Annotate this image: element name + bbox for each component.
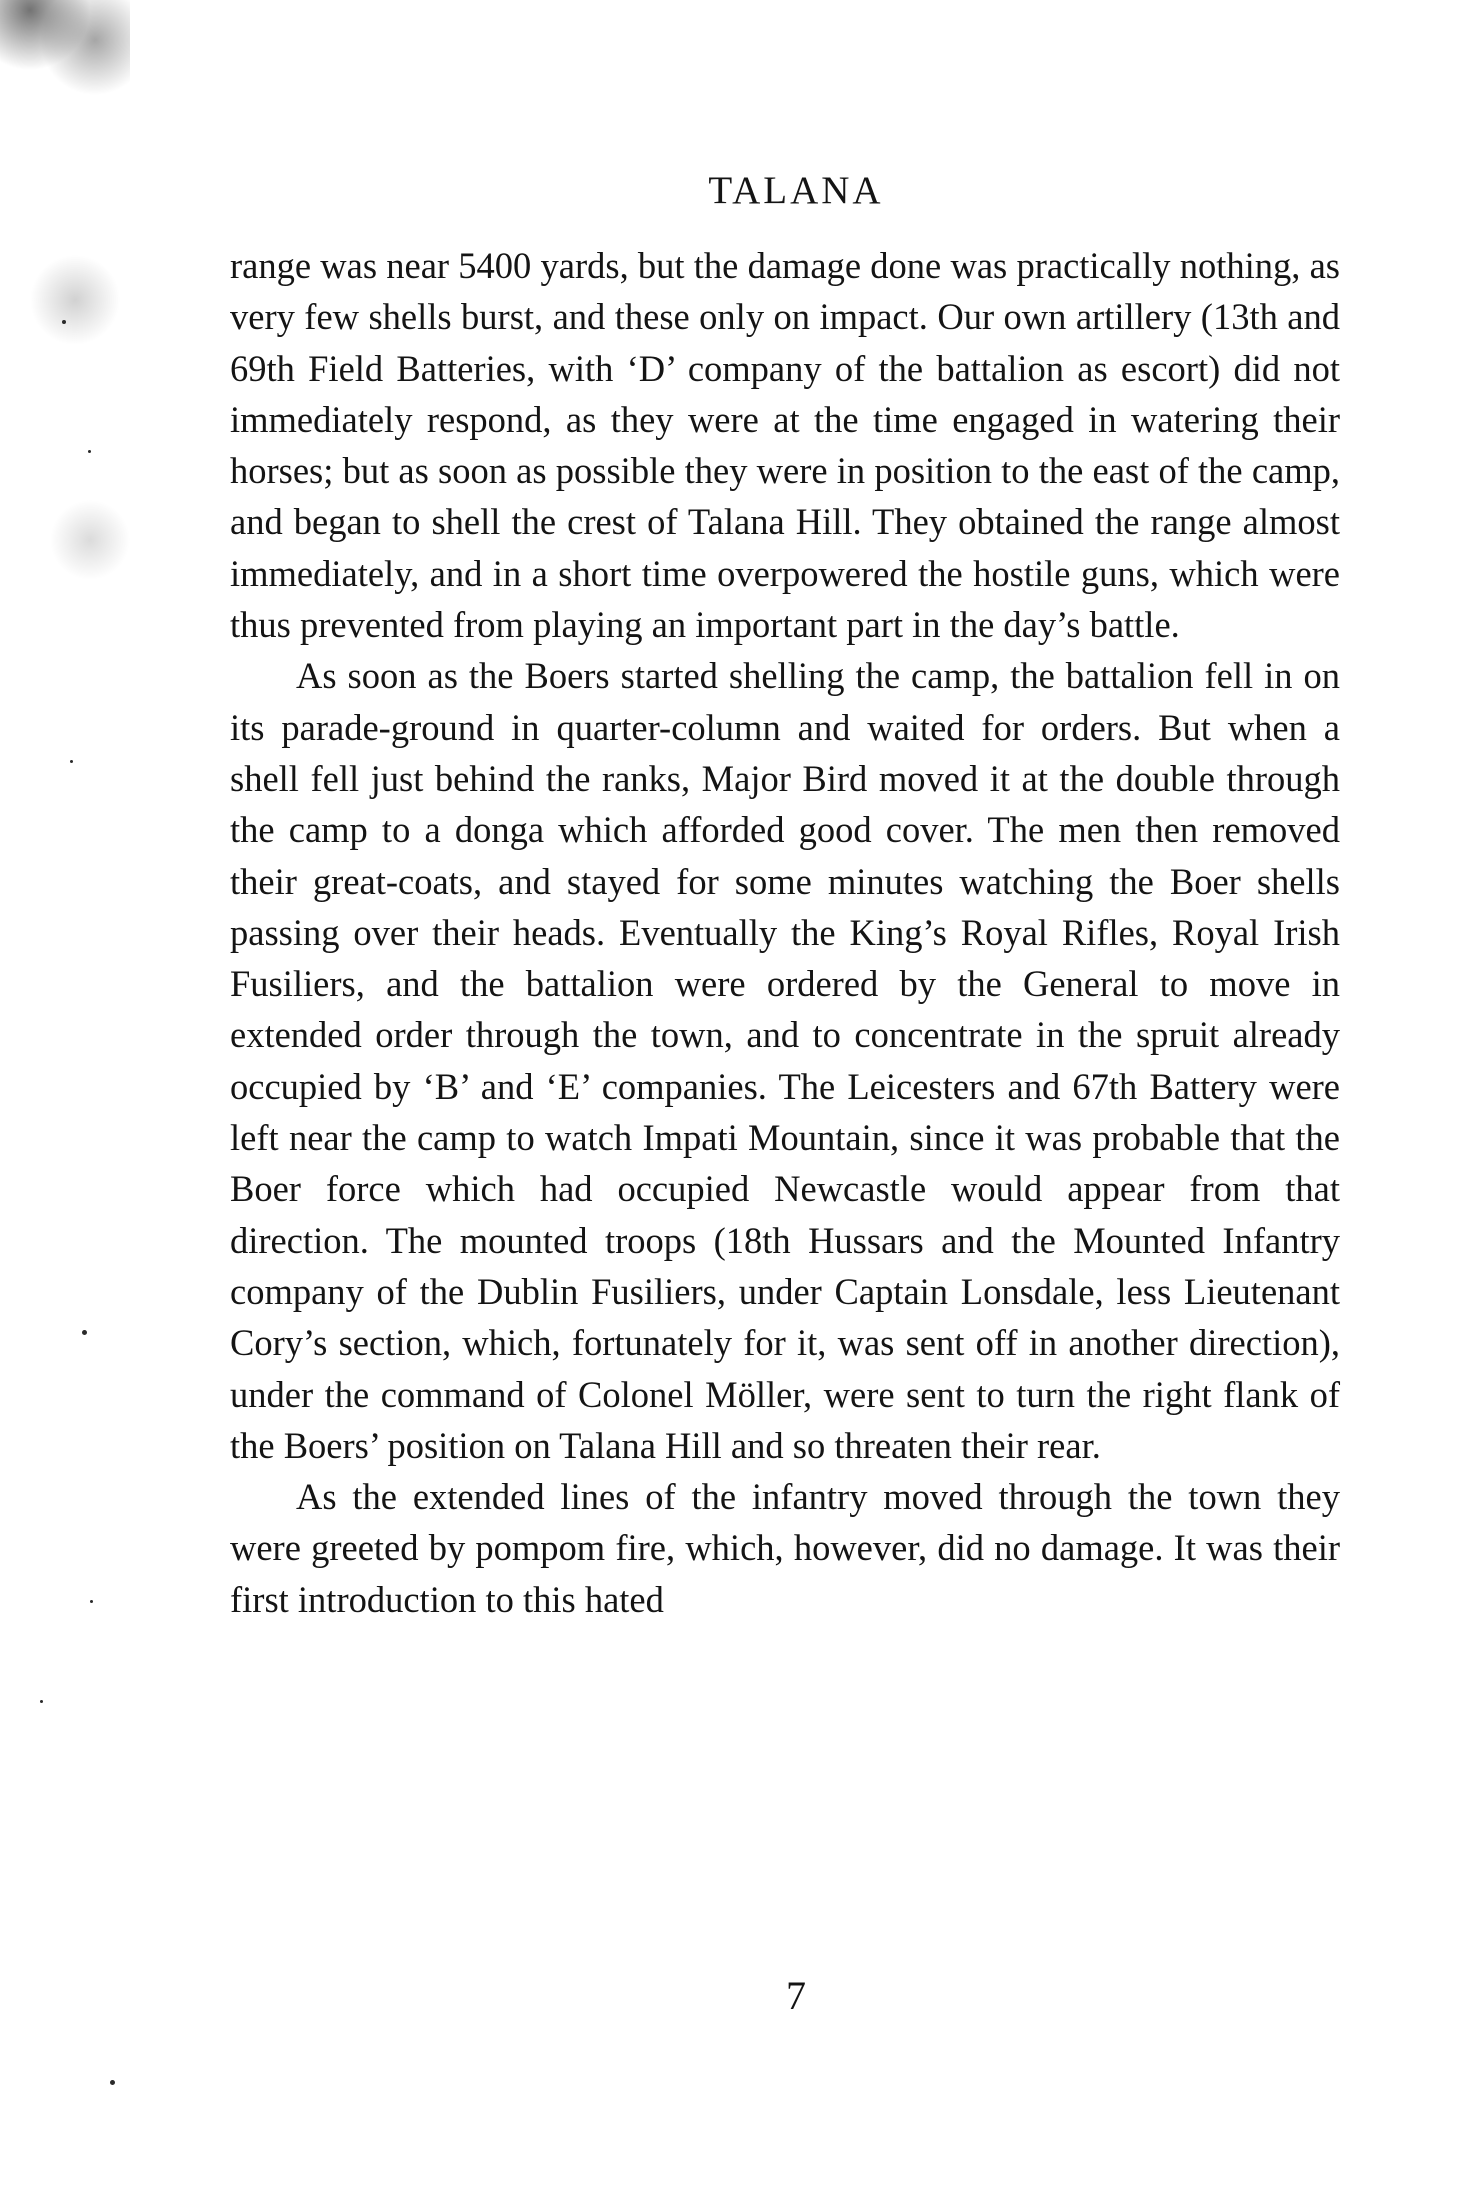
paragraph: As the extended lines of the infantry moved through the town they were greeted by pompom fire, which, however, did no damage. It was their first introduction to this hated [230,1476,1340,1620]
margin-speck [90,1600,93,1603]
margin-speck [82,1330,87,1335]
running-head: TALANA [708,169,884,212]
margin-speck [70,760,73,763]
body-text [230,240,1340,1625]
page-binding-edge [0,0,130,2212]
page-number: 7 [786,1973,806,2018]
margin-speck [62,320,66,324]
margin-speck [110,2080,115,2085]
paragraph: range was near 5400 yards, but the damage done was practically nothing, as very few shells burst, and these only on impact. Our own artillery (13th and 69th Field Batteries, with ‘D’ company of the battalion as escort) did not immediately respond, as they were at the time engaged in watering their horses; but as soon as possible they were in position to the east of the camp, and began to shell the crest of Talana Hill. They obtained the range almost immediately, and in a short time overpowered the hostile guns, which were thus prevented from playing an important part in the day’s battle. [230,245,1340,646]
paragraph: As soon as the Boers started shelling the camp, the battalion fell in on its parade-ground in quarter-column and waited for orders. But when a shell fell just behind the ranks, Major Bird moved it at the double through the camp to a donga which afforded good cover. The men then removed their great-coats, and stayed for some minutes watching the Boer shells passing over their heads. Eventually the King’s Royal Rifles, Royal Irish Fusiliers, and the battalion were ordered by the General to move in extended order through the town, and to concentrate in the spruit already occupied by ‘B’ and ‘E’ companies. The Leicesters and 67th Battery were left near the camp to watch Impati Mountain, since it was probable that the Boer force which had occupied Newcastle would appear from that direction. The mounted troops (18th Hussars and the Mounted Infantry company of the Dublin Fusiliers, under Captain Lonsdale, less Lieutenant Cory’s section, which, fortunately for it, was sent off in another direction), under the command of Colonel Möller, were sent to turn the right flank of the Boers’ position on Talana Hill and so threaten their rear. [230,655,1340,1466]
margin-speck [40,1700,43,1703]
margin-speck [88,450,91,453]
